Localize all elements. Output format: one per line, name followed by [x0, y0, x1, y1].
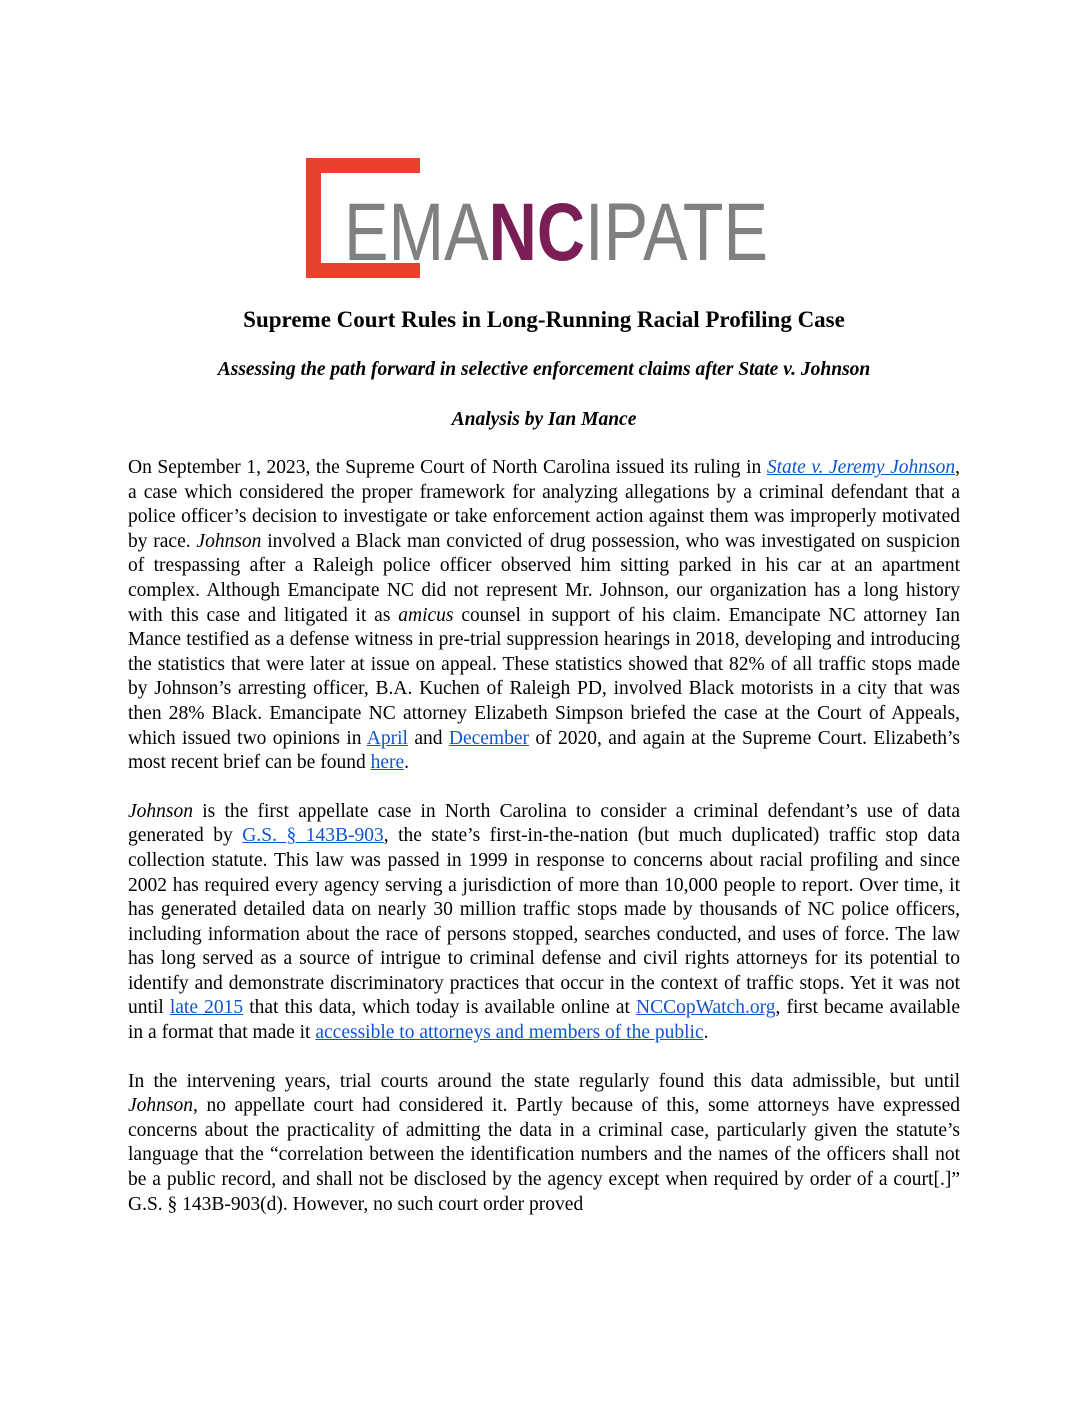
article-subtitle: Assessing the path forward in selective enforcement claims after State v. Johnson: [217, 359, 871, 380]
p1-text-5: and: [407, 727, 449, 749]
late-2015-link[interactable]: late 2015: [169, 997, 244, 1019]
paragraph-1: [128, 456, 960, 776]
p2-text-3: that this data, which today is available online at: [243, 997, 637, 1019]
paragraph-3: [128, 1070, 960, 1218]
brief-here-link[interactable]: here: [370, 752, 405, 774]
p2-case-name: Johnson: [128, 800, 193, 822]
nccopwatch-link[interactable]: NCCopWatch.org: [636, 997, 776, 1019]
logo-text-ema: EMA: [344, 187, 522, 278]
p3-case-name: Johnson: [128, 1095, 193, 1117]
article-title: Supreme Court Rules in Long-Running Racial Profiling Case: [243, 307, 845, 332]
logo-text-ipate: IPATE: [585, 187, 810, 278]
svg-text:EMANCIPATE: [344, 187, 810, 278]
p1-text-3: involved a Black man convicted of drug possession, who was investigated on suspicion of trespassing after a Raleigh police officer observed him sitting parked in his car at an apartment complex. Although Emancipate NC did not represent Mr. Johnson, our organization has a long history with this case and litigated it as: [128, 530, 961, 626]
logo-text-nc: NC: [488, 187, 608, 278]
accessible-link[interactable]: accessible to attorneys and members of the public: [315, 1022, 704, 1044]
article-body: [128, 456, 960, 1241]
p2-text-5: .: [703, 1022, 709, 1044]
p1-case-name: Johnson: [196, 530, 262, 552]
p3-text-2: , no appellate court had considered it. Partly because of this, some attorneys have expressed concerns about the practicality of admitting the data in a criminal case, particularly given the statute’s language that the “correlation between the identification numbers and the names of the officers shall not be a public record, and shall not be disclosed by the agency except when required by order of a court[.]” G.S. § 143B-903(d). However, no such court order proved: [128, 1095, 960, 1215]
statute-link[interactable]: G.S. § 143B-903: [242, 825, 384, 847]
p1-text-4: counsel in support of his claim. Emancipate NC attorney Ian Mance testified as a defense witness in pre-trial suppression hearings in 2018, developing and introducing the statistics that were later at issue on appeal. These statistics showed that 82% of all traffic stops made by Johnson’s arresting officer, B.A. Kuchen of Raleigh PD, involved Black motorists in a city that was then 28% Black. Emancipate NC attorney Elizabeth Simpson briefed the case at the Court of Appeals, which issued two opinions in: [128, 604, 960, 749]
p2-text-1: is the first appellate case in North Carolina to consider a criminal defendant’s use of data generated by: [128, 800, 960, 847]
april-opinion-link[interactable]: April: [366, 727, 408, 749]
case-link-state-v-johnson[interactable]: State v. Jeremy Johnson: [766, 457, 956, 478]
p2-text-2: , the state’s first-in-the-nation (but much duplicated) traffic stop data collection statute. This law was passed in 1999 in response to concerns about racial profiling and since 2002 has required every agency serving a jurisdiction of more than 10,000 people to report. Over time, it has generated detailed data on nearly 30 million traffic stops made by thousands of NC police officers, including information about the race of persons stopped, searches conducted, and uses of force. The law has long served as a source of intrigue to criminal defense and civil rights attorneys for its potential to identify and demonstrate discriminatory practices that occur in the context of traffic stops. Yet it was not until: [128, 825, 960, 1019]
article-byline: Analysis by Ian Mance: [451, 409, 637, 430]
p1-text-1: On September 1, 2023, the Supreme Court of North Carolina issued its ruling in: [128, 457, 767, 478]
emancipate-nc-logo: [306, 158, 810, 278]
paragraph-2: [128, 800, 960, 1046]
p3-text-1: In the intervening years, trial courts around the state regularly found this data admissible, but until: [128, 1070, 960, 1092]
p1-text-2: , a case which considered the proper framework for analyzing allegations by a criminal defendant that a police officer’s decision to investigate or take enforcement action against them was improperly motivated by race.: [128, 457, 960, 552]
december-opinion-link[interactable]: December: [448, 727, 529, 749]
p2-text-4: , first became available in a format that made it: [128, 997, 960, 1044]
p1-amicus: amicus: [398, 604, 454, 626]
p1-text-6: of 2020, and again at the Supreme Court. Elizabeth’s most recent brief can be found: [128, 727, 960, 774]
p1-text-7: .: [404, 752, 410, 774]
